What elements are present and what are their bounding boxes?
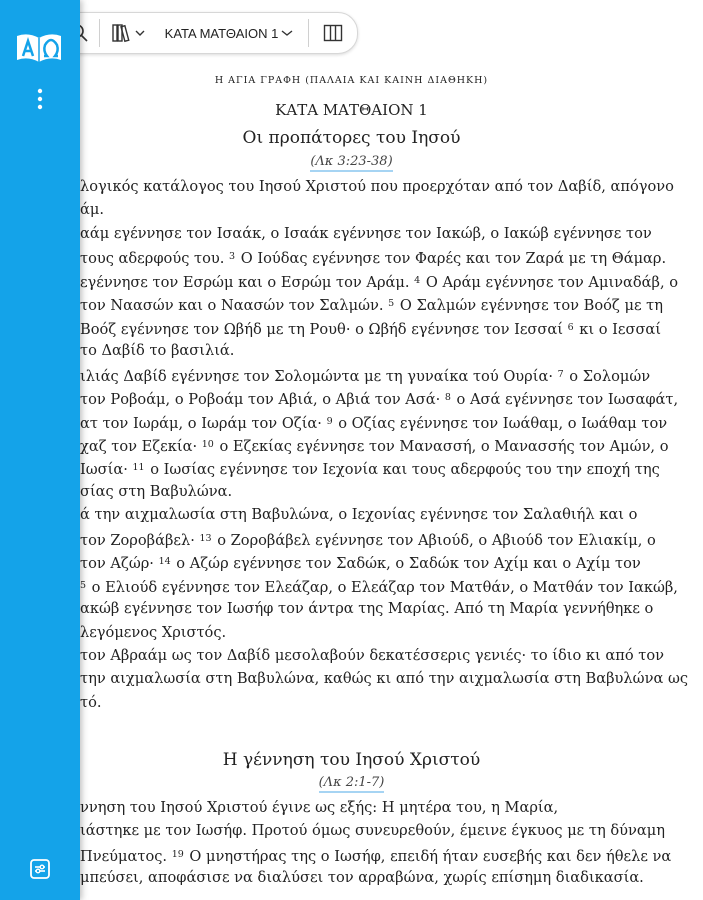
verse-text: άμ. (80, 201, 104, 219)
chapter-selector[interactable] (159, 13, 299, 53)
verse-line (80, 388, 703, 410)
verse-text: Ιωσία· (80, 461, 133, 479)
verse-number[interactable]: 10 (201, 438, 214, 450)
verse-line (80, 458, 703, 480)
verse-line (80, 623, 703, 643)
verse-line (80, 646, 703, 666)
verse-line (80, 505, 703, 525)
verse-line (80, 341, 703, 361)
verse-text: ο Εζεκίας εγέννησε τον Μανασσή, ο Μανασσής τον Αμών, ο (214, 437, 669, 455)
verse-text: ο Ιωσίας εγέννησε τον Ιεχονία και τους αδερφούς του την εποχή της (145, 461, 660, 479)
verse-number[interactable]: 5 (80, 579, 87, 591)
verse-text: ακώβ εγέννησε τον Ιωσήφ τον άντρα της Μαρίας. Από τη Μαρία γεννήθηκε ο (80, 600, 654, 618)
verse-line (80, 294, 703, 316)
verse-text: χαζ τον Εζεκία· (80, 437, 202, 455)
verse-line (80, 821, 703, 841)
verse-text: ο Αζώρ εγέννησε τον Σαδώκ, ο Σαδώκ τον Αχίμ και ο Αχίμ τον (171, 555, 641, 573)
verse-line (80, 552, 703, 574)
verse-text: μπεύσει, αποφάσισε να διαλύσει τον αρραβώνα, χωρίς επίσημη διαδικασία. (80, 869, 644, 887)
chapter-title: ΚΑΤΑ ΜΑΤΘΑΙΟΝ 1 (275, 101, 428, 119)
more-menu-button[interactable] (28, 86, 52, 114)
verse-line (80, 669, 703, 689)
verse-line (80, 798, 703, 818)
app-sidebar (0, 0, 80, 900)
verse-text: σίας στη Βαβυλώνα. (80, 482, 233, 500)
verse-text: ατ τον Ιωράμ, ο Ιωράμ τον Οζία· (80, 414, 327, 432)
verse-line (80, 271, 703, 293)
verse-line (80, 365, 703, 387)
verse-text: ιλιάς Δαβίδ εγέννησε τον Σολομώντα με τη γυναίκα τού Ουρία· (80, 367, 558, 385)
verse-number[interactable]: 13 (199, 532, 212, 544)
columns-button[interactable] (309, 13, 357, 53)
verse-text: Βοόζ εγέννησε τον Ωβήδ με τη Ρουθ· ο Ωβήδ εγέννησε τον Ιεσσαί (80, 320, 568, 338)
bible-title: Η ΑΓΙΑ ΓΡΑΦΗ (ΠΑΛΑΙΑ ΚΑΙ ΚΑΙΝΗ ΔΙΑΘΗΚΗ) (214, 75, 489, 86)
columns-icon (323, 24, 343, 42)
verse-number[interactable]: 7 (557, 368, 564, 380)
verse-text: τους αδερφούς του. (80, 250, 230, 268)
verse-text: τό. (80, 693, 102, 711)
verse-text: αάμ εγέννησε τον Ισαάκ, ο Ισαάκ εγέννησε τον Ιακώβ, ο Ιακώβ εγέννησε τον (80, 224, 652, 242)
alpha-omega-book-logo (14, 26, 64, 66)
verse-text: λογικός κατάλογος του Ιησού Χριστού που προερχόταν από τον Δαβίδ, απόγονο (80, 178, 674, 195)
verse-text: τον Αβραάμ ως τον Δαβίδ μεσολαβούν δεκατέσσερις γενιές· το ίδιο κι από τον (80, 647, 665, 664)
verse-line (80, 224, 703, 244)
verse-number[interactable]: 8 (444, 392, 451, 404)
verse-line (80, 482, 703, 502)
verse-line (80, 529, 703, 551)
verse-text: τον Αζώρ· (80, 555, 159, 573)
chevron-down-icon (281, 29, 293, 37)
verse-text: εγέννησε τον Εσρώμ και ο Εσρώμ τον Αράμ. (80, 273, 415, 291)
verse-text: Ο Αράμ εγέννησε τον Αμιναδάβ, ο (421, 273, 679, 291)
library-button[interactable] (103, 13, 153, 53)
chevron-down-icon (135, 29, 145, 37)
verse-line (80, 318, 703, 340)
verse-text: ο Ζοροβάβελ εγέννησε τον Αβιούδ, ο Αβιούδ τον Ελιακίμ, ο (212, 531, 656, 549)
cross-reference-link[interactable]: (Λκ 3:23-38) (310, 154, 392, 172)
verse-text: λεγόμενος Χριστός. (80, 623, 227, 641)
verse-number[interactable]: 5 (388, 298, 395, 310)
books-icon (111, 22, 135, 44)
cross-reference[interactable] (0, 154, 703, 169)
verse-line (80, 247, 703, 269)
verse-text: ννηση του Ιησού Χριστού έγινε ως εξής: Η μητέρα του, η Μαρία, (80, 799, 559, 816)
verse-text: Ο Ιούδας εγέννησε τον Φαρές και τον Ζαρά με τη Θάμαρ. (236, 250, 667, 268)
verse-text: ο Ελιούδ εγέννησε τον Ελεάζαρ, ο Ελεάζαρ τον Ματθάν, ο Ματθάν τον Ιακώβ, (87, 578, 678, 596)
verse-line (80, 845, 703, 867)
verse-text: Ο Σαλμών εγέννησε τον Βοόζ με τη (395, 297, 663, 315)
verse-number[interactable]: 6 (567, 321, 574, 333)
verse-line (80, 200, 703, 220)
verse-line (80, 599, 703, 619)
verse-line (80, 868, 703, 888)
verse-text: Ο μνηστήρας της ο Ιωσήφ, επειδή ήταν ευσεβής και δεν ήθελε να (184, 847, 672, 865)
app-logo[interactable] (14, 26, 64, 66)
verse-number[interactable]: 3 (229, 251, 236, 263)
more-vertical-icon (28, 86, 52, 114)
verse-text: τον Ζοροβάβελ· (80, 531, 200, 549)
verse-text: ο Ασά εγέννησε τον Ιωσαφάτ, (451, 391, 679, 409)
verse-text: ο Οζίας εγέννησε τον Ιωάθαμ, ο Ιωάθαμ τον (333, 414, 668, 432)
verse-text: τον Ναασών και ο Ναασών τον Σαλμών. (80, 297, 389, 315)
verse-text: το Δαβίδ το βασιλιά. (80, 342, 235, 360)
verse-text: ά την αιχμαλωσία στη Βαβυλώνα, ο Ιεχονίας εγέννησε τον Σαλαθιήλ και ο (80, 506, 638, 524)
cross-reference-link[interactable]: (Λκ 2:1-7) (319, 775, 385, 793)
cross-reference[interactable] (0, 775, 703, 790)
settings-sliders-icon (28, 857, 52, 881)
section-heading: Οι προπάτορες του Ιησού (242, 128, 461, 148)
verse-number[interactable]: 11 (132, 462, 145, 474)
toolbar-separator (99, 19, 100, 47)
verse-number[interactable]: 4 (414, 274, 421, 286)
settings-button[interactable] (28, 857, 52, 881)
verse-text: Πνεύματος. (80, 847, 172, 865)
verse-text: κι ο Ιεσσαί (574, 320, 661, 338)
verse-text: την αιχμαλωσία στη Βαβυλώνα, καθώς κι από την αιχμαλωσία στη Βαβυλώνα ως (80, 670, 689, 688)
verse-number[interactable]: 14 (158, 556, 171, 568)
chapter-selector-label: ΚΑΤΑ ΜΑΤΘΑΙΟΝ 1 (164, 25, 279, 41)
section-heading: Η γέννηση του Ιησού Χριστού (222, 750, 481, 770)
reader-toolbar (58, 12, 358, 54)
verse-line (80, 435, 703, 457)
verse-line (80, 693, 703, 713)
verse-text: ο Σολομών (564, 367, 651, 385)
verse-text: τον Ροβοάμ, ο Ροβοάμ τον Αβιά, ο Αβιά τον Ασά· (80, 391, 445, 409)
verse-number[interactable]: 9 (326, 415, 333, 427)
verse-line (80, 412, 703, 434)
verse-line (80, 177, 703, 197)
verse-line (80, 576, 703, 598)
verse-number[interactable]: 19 (171, 848, 184, 860)
verse-text: ιάστηκε με τον Ιωσήφ. Προτού όμως συνευρεθούν, έμεινε έγκυος με τη δύναμη (80, 822, 665, 840)
